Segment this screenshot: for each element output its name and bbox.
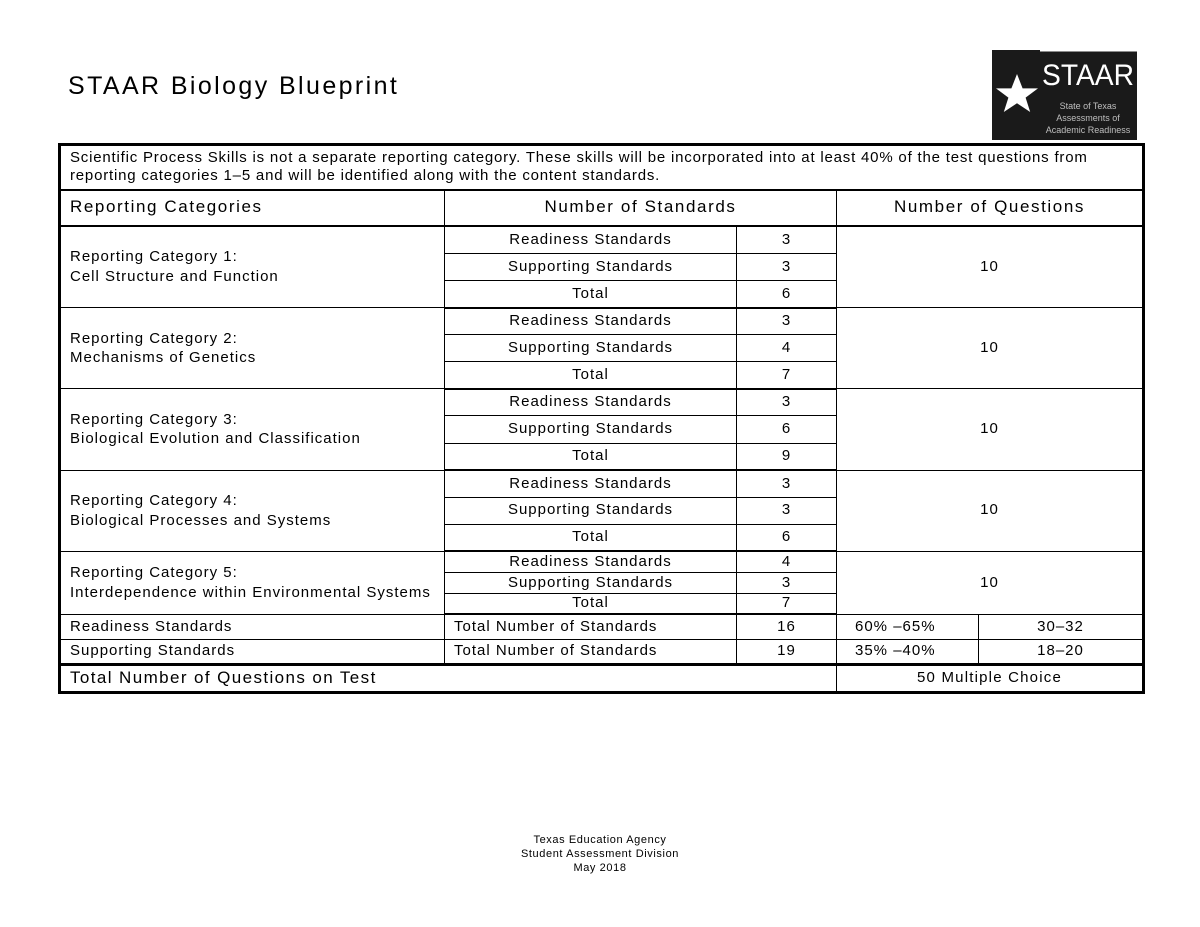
standard-label: Readiness Standards	[445, 226, 737, 254]
category-title: Biological Processes and Systems	[70, 511, 332, 529]
footer-agency: Texas Education Agency	[533, 834, 667, 846]
category-2-questions: 10	[837, 308, 1144, 389]
header-categories: Reporting Categories	[60, 190, 445, 226]
footer-division: Student Assessment Division	[520, 848, 680, 860]
standard-label: Total	[445, 281, 737, 308]
note-row	[60, 145, 1144, 190]
summary-percent: 60% –65%	[837, 614, 979, 639]
category-label: Reporting Category 3:	[70, 410, 238, 428]
standard-count: 4	[737, 335, 837, 362]
category-1-name	[60, 226, 445, 308]
logo-line-3: Academic Readiness	[1045, 125, 1131, 135]
header-row	[60, 190, 1144, 226]
standard-count: 3	[737, 389, 837, 416]
standard-count: 6	[737, 524, 837, 551]
standard-count: 9	[737, 443, 837, 470]
standard-count: 7	[737, 593, 837, 614]
staar-logo	[992, 50, 1137, 140]
total-row	[60, 664, 1144, 692]
category-4-name	[60, 470, 445, 551]
logo-line-2: Assessments of	[1056, 113, 1120, 123]
summary-row	[60, 614, 1144, 639]
standard-label: Readiness Standards	[445, 551, 737, 572]
standard-label: Supporting Standards	[445, 572, 737, 593]
standard-count: 7	[737, 362, 837, 389]
category-label: Reporting Category 1:	[70, 248, 238, 266]
summary-percent: 35% –40%	[837, 639, 979, 664]
table-row	[60, 226, 1144, 254]
standard-label: Readiness Standards	[445, 470, 737, 497]
summary-count: 16	[737, 614, 837, 639]
footer-date: May 2018	[573, 862, 627, 874]
standard-count: 3	[737, 470, 837, 497]
standard-count: 3	[737, 226, 837, 254]
standard-label: Readiness Standards	[445, 308, 737, 335]
category-2-name	[60, 308, 445, 389]
category-3-questions: 10	[837, 389, 1144, 470]
header-questions: Number of Questions	[837, 190, 1144, 226]
category-5-name	[60, 551, 445, 614]
category-1-questions: 10	[837, 226, 1144, 308]
category-5-questions: 10	[837, 551, 1144, 614]
table-row	[60, 308, 1144, 335]
standard-label: Readiness Standards	[445, 389, 737, 416]
standard-label: Total	[445, 593, 737, 614]
footer	[0, 833, 1200, 875]
standard-count: 3	[737, 497, 837, 524]
category-label: Reporting Category 4:	[70, 492, 238, 510]
table-row	[60, 389, 1144, 416]
standard-label: Supporting Standards	[445, 416, 737, 443]
standard-label: Supporting Standards	[445, 335, 737, 362]
summary-range: 18–20	[979, 639, 1144, 664]
scientific-process-note: Scientific Process Skills is not a separate reporting category. These skills will be incorporated into at least 40% of the test questions from reporting categories 1–5 and will be identified along with the content standards.	[60, 145, 1144, 190]
category-title: Mechanisms of Genetics	[70, 349, 257, 367]
standard-label: Total	[445, 362, 737, 389]
standard-label: Supporting Standards	[445, 497, 737, 524]
summary-row	[60, 639, 1144, 664]
summary-range: 30–32	[979, 614, 1144, 639]
logo-wordmark: STAAR	[1042, 59, 1134, 92]
category-title: Biological Evolution and Classification	[70, 430, 361, 448]
standard-count: 4	[737, 551, 837, 572]
standard-label: Supporting Standards	[445, 254, 737, 281]
summary-label: Supporting Standards	[60, 639, 445, 664]
standard-count: 6	[737, 416, 837, 443]
logo-line-1: State of Texas	[1059, 101, 1117, 111]
category-label: Reporting Category 2:	[70, 329, 238, 347]
summary-label: Readiness Standards	[60, 614, 445, 639]
summary-count: 19	[737, 639, 837, 664]
page-title: STAAR Biology Blueprint	[68, 72, 400, 100]
category-title: Interdependence within Environmental Systems	[70, 583, 431, 601]
standard-label: Total	[445, 524, 737, 551]
table-row	[60, 551, 1144, 572]
category-title: Cell Structure and Function	[70, 267, 279, 285]
summary-desc: Total Number of Standards	[445, 639, 737, 664]
category-3-name	[60, 389, 445, 470]
table-row	[60, 470, 1144, 497]
standard-count: 3	[737, 572, 837, 593]
standard-count: 6	[737, 281, 837, 308]
blueprint-table	[58, 143, 1145, 694]
standard-label: Total	[445, 443, 737, 470]
total-label: Total Number of Questions on Test	[60, 664, 837, 692]
summary-desc: Total Number of Standards	[445, 614, 737, 639]
standard-count: 3	[737, 254, 837, 281]
total-value: 50 Multiple Choice	[837, 664, 1144, 692]
category-label: Reporting Category 5:	[70, 564, 238, 582]
header-standards: Number of Standards	[445, 190, 837, 226]
category-4-questions: 10	[837, 470, 1144, 551]
standard-count: 3	[737, 308, 837, 335]
